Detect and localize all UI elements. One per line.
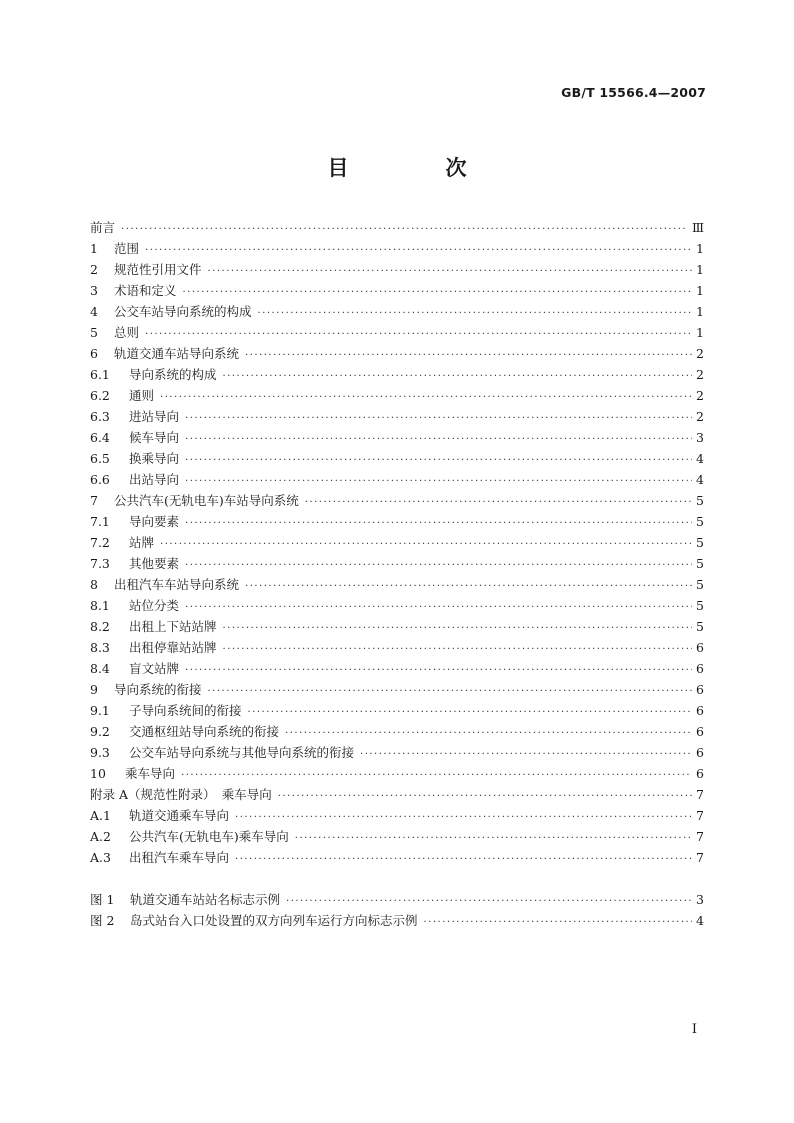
toc-entry[interactable] [90, 637, 704, 658]
toc-entry-number: 10 [90, 766, 106, 781]
toc-dot-leader [248, 702, 692, 723]
toc-entry[interactable] [90, 448, 704, 469]
toc-entry-page: 5 [696, 598, 704, 613]
toc-entry[interactable] [90, 805, 704, 826]
toc-entry-label: 候车导向 [129, 430, 180, 445]
toc-entry[interactable] [90, 658, 704, 679]
toc-entry-label: 导向系统的构成 [129, 367, 217, 382]
toc-entry-page: 1 [696, 283, 704, 298]
toc-dot-leader [235, 807, 692, 828]
toc-dot-leader [235, 849, 692, 870]
toc-entry-number: 6.3 [90, 409, 110, 424]
toc-entry-label: 公交车站导向系统与其他导向系统的衔接 [129, 745, 355, 760]
toc-entry-page: 2 [696, 367, 704, 382]
toc-entry[interactable] [90, 574, 704, 595]
toc-entry-page: 3 [696, 892, 704, 907]
toc-entry-page: 1 [696, 325, 704, 340]
toc-entry[interactable] [90, 847, 704, 868]
toc-entry-number: 6.1 [90, 367, 110, 382]
toc-entry-page: 6 [696, 661, 704, 676]
toc-entry-page: 7 [696, 787, 704, 802]
toc-entry[interactable] [90, 280, 704, 301]
toc-entry-number: 7.2 [90, 535, 110, 550]
toc-entry[interactable] [90, 259, 704, 280]
toc-entry-number: 8.1 [90, 598, 110, 613]
toc-dot-leader [305, 492, 692, 513]
toc-entry-label: 盲文站牌 [129, 661, 180, 676]
toc-entry-label: 总则 [114, 325, 140, 340]
toc-entry-page: 7 [696, 808, 704, 823]
toc-entry-page: 3 [696, 430, 704, 445]
toc-entry-number: 9.3 [90, 745, 110, 760]
toc-dot-leader [185, 471, 692, 492]
toc-entry-page: Ⅲ [691, 220, 704, 235]
toc-dot-leader [208, 681, 692, 702]
toc-entry-label: 前言 [90, 220, 116, 235]
toc-dot-leader [185, 450, 692, 471]
toc-entry-number: 3 [90, 283, 98, 298]
toc-dot-leader [121, 219, 688, 240]
toc-dot-leader [181, 765, 692, 786]
toc-entry-label: 出租停靠站站牌 [129, 640, 217, 655]
toc-dot-leader [278, 786, 692, 807]
toc-entry-number: 4 [90, 304, 98, 319]
toc-entry-page: 2 [696, 346, 704, 361]
toc-entry[interactable] [90, 826, 704, 847]
toc-entry-label: 规范性引用文件 [114, 262, 202, 277]
toc-entry-page: 7 [696, 829, 704, 844]
standard-code: GB/T 15566.4—2007 [561, 85, 706, 100]
toc-entry-page: 5 [696, 619, 704, 634]
toc-entry-label: 公共汽车(无轨电车)乘车导向 [129, 829, 289, 844]
toc-entry[interactable] [90, 364, 704, 385]
toc-entry-label: 公共汽车(无轨电车)车站导向系统 [114, 493, 299, 508]
toc-entry-label: 导向系统的衔接 [114, 682, 202, 697]
toc-entry-label: 岛式站台入口处设置的双方向列车运行方向标志示例 [130, 913, 418, 928]
toc-entry-label: 出租上下站站牌 [129, 619, 217, 634]
toc-entry-label: 站位分类 [129, 598, 180, 613]
toc-dot-leader [185, 660, 692, 681]
toc-entry-number: 8.3 [90, 640, 110, 655]
toc-entry-number: 7.3 [90, 556, 110, 571]
toc-entry-page: 5 [696, 556, 704, 571]
toc-entry[interactable] [90, 910, 704, 931]
toc-dot-leader [185, 555, 692, 576]
toc-entry-page: 5 [696, 493, 704, 508]
toc-entry[interactable] [90, 217, 704, 238]
toc-entry-label: 出租汽车车站导向系统 [114, 577, 240, 592]
toc-entry[interactable] [90, 700, 704, 721]
toc-entry[interactable] [90, 511, 704, 532]
toc-entry-page: 1 [696, 241, 704, 256]
toc-entry[interactable] [90, 784, 704, 805]
toc-entry-page: 6 [696, 703, 704, 718]
toc-entry-label: 术语和定义 [114, 283, 177, 298]
toc-entry-number: 1 [90, 241, 98, 256]
toc-dot-leader [185, 513, 692, 534]
toc-entry[interactable] [90, 889, 704, 910]
page-number: I [691, 1022, 697, 1037]
toc-entry-label: 乘车导向 [125, 766, 176, 781]
toc-entry[interactable] [90, 721, 704, 742]
toc-entry-label: 交通枢纽站导向系统的衔接 [129, 724, 280, 739]
toc-entry-page: 6 [696, 745, 704, 760]
toc-dot-leader [223, 618, 692, 639]
toc-entry-number: 6.6 [90, 472, 110, 487]
toc-dot-leader [245, 345, 692, 366]
toc-entry-label: 其他要素 [129, 556, 180, 571]
toc-entry-page: 1 [696, 304, 704, 319]
toc-entry-number: 6.2 [90, 388, 110, 403]
toc-entry-label: 轨道交通车站导向系统 [114, 346, 240, 361]
toc-entry-number: 7.1 [90, 514, 110, 529]
toc-entry[interactable] [90, 616, 704, 637]
toc-entry[interactable] [90, 742, 704, 763]
toc-dot-leader [185, 597, 692, 618]
toc-entry-label: 导向要素 [129, 514, 180, 529]
toc-entry-page: 7 [696, 850, 704, 865]
toc-dot-leader [223, 639, 692, 660]
toc-dot-leader [258, 303, 692, 324]
toc-dot-leader [160, 387, 692, 408]
toc-entry-label: 轨道交通车站站名标志示例 [130, 892, 281, 907]
toc-entry[interactable] [90, 553, 704, 574]
toc-dot-leader [145, 324, 692, 345]
toc-entry-number: 8.2 [90, 619, 110, 634]
toc-entry-number: 图 1 [90, 892, 115, 907]
toc-dot-leader [208, 261, 692, 282]
toc-entry[interactable] [90, 385, 704, 406]
toc-dot-leader [185, 429, 692, 450]
toc-entry[interactable] [90, 427, 704, 448]
toc-entry-page: 5 [696, 514, 704, 529]
toc-entry-number: A.3 [90, 850, 111, 865]
toc-dot-leader [223, 366, 692, 387]
toc-main-list [90, 217, 704, 868]
toc-dot-leader [145, 240, 692, 261]
toc-entry-number: 6.4 [90, 430, 110, 445]
toc-dot-leader [245, 576, 692, 597]
toc-dot-leader [286, 891, 692, 912]
toc-entry-label: 站牌 [129, 535, 155, 550]
toc-entry-number: 9 [90, 682, 98, 697]
toc-entry-label: 范围 [114, 241, 140, 256]
toc-entry-page: 4 [696, 451, 704, 466]
toc-entry-page: 4 [696, 913, 704, 928]
toc-entry-page: 4 [696, 472, 704, 487]
toc-entry-label: 出租汽车乘车导向 [129, 850, 230, 865]
toc-entry[interactable] [90, 595, 704, 616]
toc-entry-label: 通则 [129, 388, 155, 403]
toc-entry-number: 9.1 [90, 703, 110, 718]
toc-entry[interactable] [90, 532, 704, 553]
toc-entry-label: 换乘导向 [129, 451, 180, 466]
toc-entry-number: 6 [90, 346, 98, 361]
toc-entry[interactable] [90, 343, 704, 364]
toc-entry-number: 6.5 [90, 451, 110, 466]
toc-entry-label: 公交车站导向系统的构成 [114, 304, 252, 319]
toc-dot-leader [185, 408, 692, 429]
toc-dot-leader [160, 534, 692, 555]
toc-entry-page: 2 [696, 388, 704, 403]
toc-entry-label: 进站导向 [129, 409, 180, 424]
toc-entry-label: 轨道交通乘车导向 [129, 808, 230, 823]
toc-dot-leader [424, 912, 692, 933]
toc-dot-leader [295, 828, 692, 849]
toc-entry-label: 出站导向 [129, 472, 180, 487]
toc-entry-page: 6 [696, 766, 704, 781]
toc-entry-label: 子导向系统间的衔接 [129, 703, 242, 718]
toc-dot-leader [183, 282, 692, 303]
page-title: 目 次 [327, 156, 505, 180]
toc-entry[interactable] [90, 490, 704, 511]
toc-entry-number: A.1 [90, 808, 111, 823]
toc-entry-number: 图 2 [90, 913, 115, 928]
toc-entry[interactable] [90, 406, 704, 427]
toc-entry-page: 1 [696, 262, 704, 277]
toc-entry[interactable] [90, 469, 704, 490]
toc-entry-number: A.2 [90, 829, 111, 844]
toc-entry[interactable] [90, 763, 704, 784]
toc-entry-label: 附录 A（规范性附录） 乘车导向 [90, 787, 272, 802]
toc-entry-number: 8.4 [90, 661, 110, 676]
toc-dot-leader [360, 744, 692, 765]
toc-entry-number: 8 [90, 577, 98, 592]
table-of-contents [90, 217, 704, 931]
toc-entry[interactable] [90, 238, 704, 259]
toc-entry-number: 5 [90, 325, 98, 340]
toc-entry[interactable] [90, 301, 704, 322]
toc-entry-page: 2 [696, 409, 704, 424]
toc-figure-list [90, 889, 704, 931]
toc-entry[interactable] [90, 322, 704, 343]
toc-entry-page: 6 [696, 640, 704, 655]
toc-entry-number: 7 [90, 493, 98, 508]
toc-entry-page: 5 [696, 577, 704, 592]
toc-entry-page: 6 [696, 724, 704, 739]
toc-entry-number: 2 [90, 262, 98, 277]
toc-entry-page: 5 [696, 535, 704, 550]
toc-entry-number: 9.2 [90, 724, 110, 739]
toc-dot-leader [285, 723, 692, 744]
toc-entry-page: 6 [696, 682, 704, 697]
toc-entry[interactable] [90, 679, 704, 700]
